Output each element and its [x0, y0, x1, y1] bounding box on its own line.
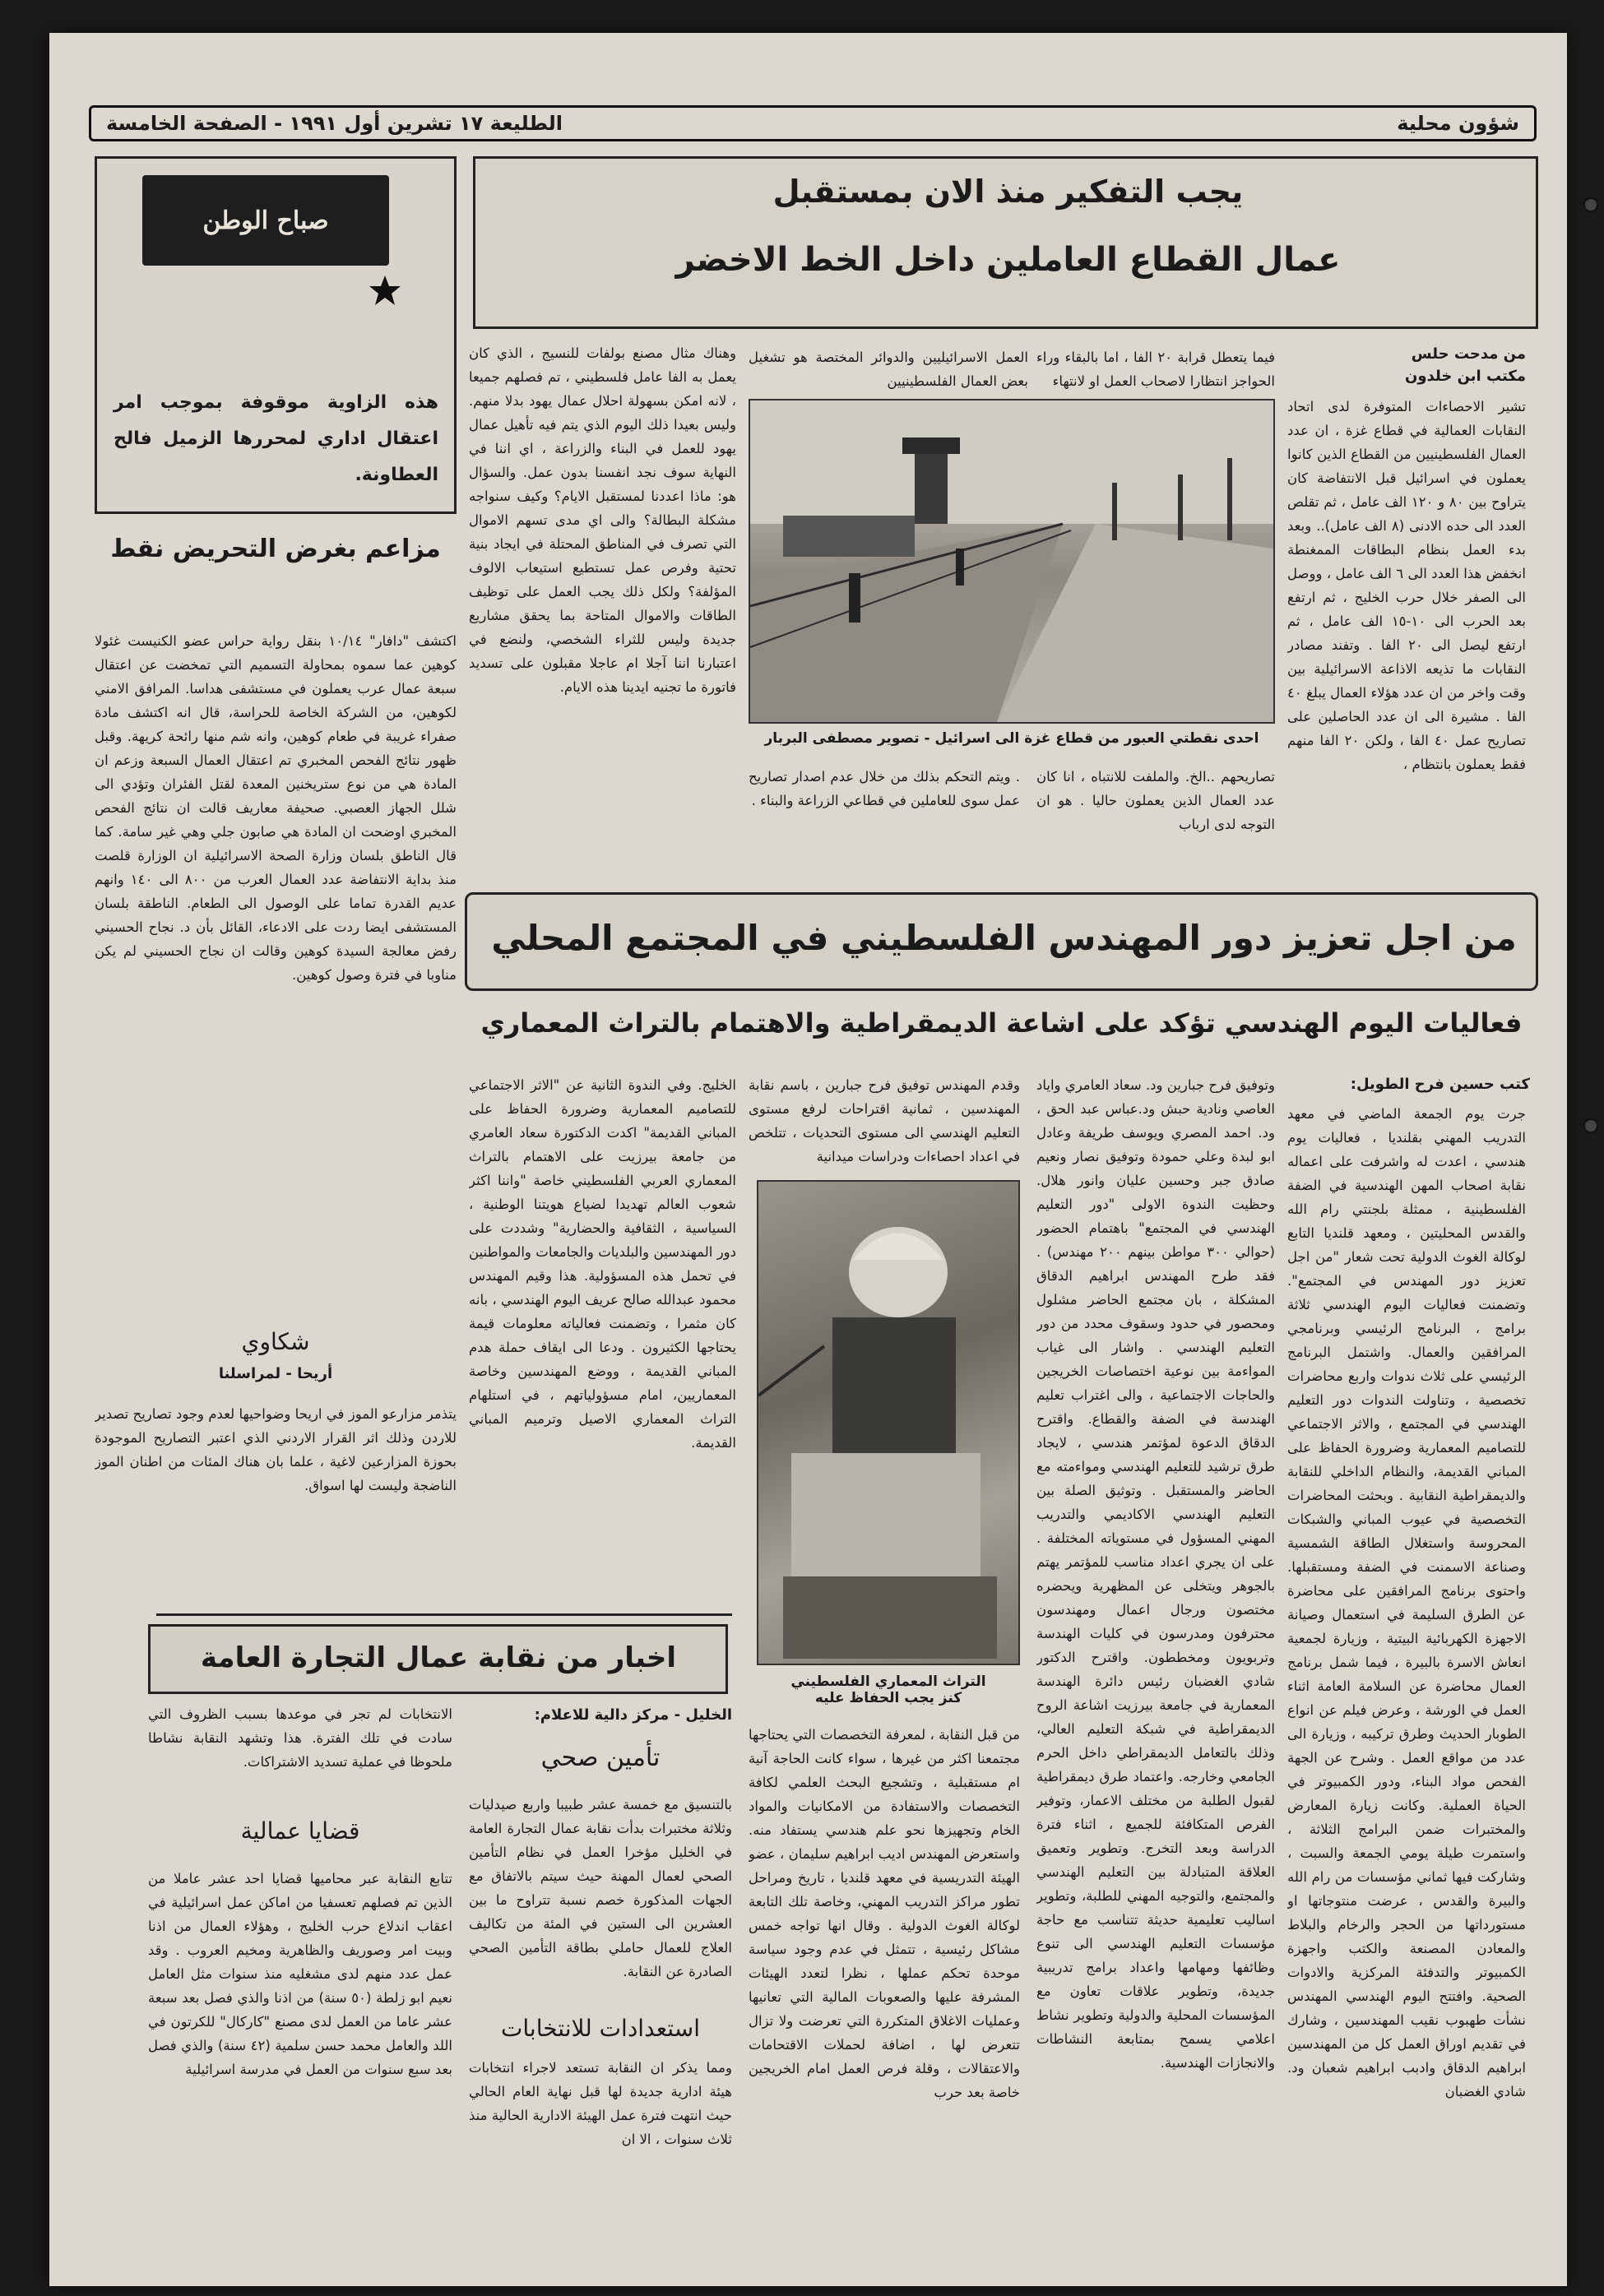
photo-illustration: [750, 400, 1273, 722]
trade-story3-body: تتابع النقابة عبر محاميها قضايا احد عشر عاملا من الذين تم فصلهم تعسفيا من اماكن عمل اسرائيلية في اعقاب اندلاع حرب الخليج ، وهؤلاء العمال من اذنا وبيت امر وصوريف والظاهرية ومخيم العروب . وقد عمل عدد منهم لدى مشغليه منذ سنوات مثل العامل نعيم ابو زلطة (٥٠ سنة) من اذنا والذي فصل بعد سبعة عشر عاما من العمل لدى مصنع "كاركال" للكرتون في اللد والعامل محمد حسن سلمية (٤٢ سنة) والذي فصل بعد سبع سنوات من العمل في مدرسة اسرائيلية: [148, 1871, 452, 2077]
newspaper-page: [49, 33, 1567, 2286]
main-story-col-4: وهناك مثال مصنع بولفات للنسيج ، الذي كان يعمل به الفا عامل فلسطيني ، تم فصلهم جميعا ، لانه امكن بسهولة احلال عمال يهود بدلا منهم. وليس بعيدا ذلك اليوم الذي يتم فيه تأهيل عمال يهود للعمل في البناء والزراعة ، اي اننا في النهاية سوف نجد انفسنا بدون عمل. والسؤال هو: ماذا اعددنا لمستقبل الايام؟ وكيف سنواجه مشكلة البطالة؟ والى اي مدى تسهم الاموال التي تصرف في المناطق المحتلة في ايجاد بنية تحتية وفرص عمل تستطيع استيعاب الالوف المؤلفة؟ ولكل ذلك يجب العمل على توظيف الطاقات والاموال المتاحة بما يحقق مشاريع جديدة وليس للثراء الشخصي، ولنضع في اعتبارنا اننا آجلا ام عاجلا مقبلون على تسديد فاتورة ما تجنيه ايدينا هذه الايام.: [469, 345, 736, 695]
byline-name: من مدحت حلس: [1411, 345, 1526, 363]
main-headline: عمال القطاع العاملين داخل الخط الاخضر: [675, 241, 1341, 279]
main-story-col-2-bottom: تصاريحهم ..الخ. والملفت للانتباه ، انا كان عدد العمال الذين يعملون حاليا . هو ان التوجه لدى ارباب: [1036, 769, 1275, 832]
column-box: [95, 156, 457, 514]
column-notice: هذه الزاوية موقوفة بموجب امر اعتقال اداري لمحررها الزميل فالح العطاونة.: [114, 392, 438, 485]
photo-illustration: [758, 1182, 1018, 1664]
engineer-col-3-bottom: من قبل النقابة ، لمعرفة التخصصات التي يحتاجها مجتمعنا اكثر من غيرها ، سواء كانت الحاجة آنية ام مستقبلية ، وتشجيع البحث العلمي لكافة التخصصات والاستفادة من الامكانيات والمواد الخام وتجهيزها نحو علم هندسي يستفاد منه. واستعرض المهندس اديب ابراهيم سليمان ، عضو الهيئة التدريسية في معهد قلنديا ، تاريخ ومراحل تطور مراكز التدريب المهني، وخاصة تلك التابعة لوكالة الغوث الدولية . وقال انها تواجه خمس مشاكل رئيسية ، تتمثل في عدم وجود سياسة موحدة تحكم عملها ، نظرا لتعدد الهيئات المشرفة عليها والصعوبات المالية التي تعانيها وعمليات الاغلاق المتكررة التي تعرضت ولا تزال تتعرض لها ، اضافة لحملات الاقتحامات والاعتقالات ، وقلة فرص العمل امام الخريجين خاصة بعد حرب: [749, 1727, 1020, 2100]
photo-caption: احدى نقطتي العبور من قطاع غزة الى اسرائيل - تصوير مصطفى البربار: [764, 730, 1259, 747]
caption-line-1: التراث المعماري الفلسطيني: [790, 1673, 986, 1690]
engineer-col-1: جرت يوم الجمعة الماضي في معهد التدريب المهني بقلنديا ، فعاليات يوم هندسي ، اعدت له واشرفت على اعماله نقابة اصحاب المهن الهندسية في الضفة الفلسطينية ، ممثلة بلجنتي رام الله والقدس المحليتين ، ومعهد قلنديا التابع لوكالة الغوث الدولية تحت شعار "من اجل تعزيز دور المهندس في المجتمع". وتضمنت فعاليات اليوم الهندسي ثلاثة برامج ، البرنامج الرئيسي وبرنامجي المرافقين والعمال. واشتمل البرنامج الرئيسي على ثلاث ندوات واربع محاضرات تخصصية ، وتناولت الندوات دور التعليم الهندسي في المجتمع ، والاثر الاجتماعي للتصاميم المعمارية وضرورة الحفاظ على المباني القديمة، والنظام الداخلي للنقابة والديمقراطية النقابية . وبحثت المحاضرات التخصصية في عيوب المباني والشبكات المحروسة واستغلال الطاقة الشمسية وصناعة الاسمنت في الضفة ومستقبلها. واحتوى برنامج المرافقين على محاضرة عن الطرق السليمة في استعمال وصيانة الاجهزة الكهربائية البيتية ، وزيارة لجمعية انعاش الاسرة بالبيرة ، فيما شمل برنامج العمال محاضرة عن السلامة العامة اثناء العمل في الورشة ، وعرض فيلم عن انواع الطوبار الحديث وطرق تركيبه ، وزيارة الى عدد من مواقع العمل . وشرح عن الجهة الفحص مواد البناء، ودور الكمبيوتر في الحياة العملية. وكانت زيارة المعارض والمختبرات ضمن البرامج الثلاثة ، واستمرت طيلة يومي الجمعة والسبت ، وشاركت فيها ثماني مؤسسات من رام الله والبيرة والقدس ، عرضت منتوجاتها او مستورداتها من الحجر والرخام والبلاط والمعادن المصنعة والكتب واجهزة الكمبيوتر والتدفئة المركزية والادوات الصحية. وافتتح اليوم الهندسي المهندس نشأت طهبوب نقيب المهندسين ، وشارك في تقديم اوراق العمل كل من المهندسين ابراهيم الدقاق وادبب ابراهيم شعبان ود. شادي الغضبان: [1287, 1106, 1526, 2099]
main-story-col-2: فيما يتعطل قرابة ٢٠ الفا ، اما بالبقاء وراء الحواجز انتظارا لاصحاب العمل او لانتهاء: [1036, 349, 1275, 389]
main-story-col-3-bottom: . ويتم التحكم بذلك من خلال عدم اصدار تصاريح عمل سوى للعاملين في قطاعي الزراعة والبناء .: [749, 769, 1020, 808]
sidebar-story2-dateline: أريحا - لمراسلنا: [218, 1365, 333, 1382]
border-crossing-photo: [749, 399, 1275, 724]
engineer-col-2: وتوفيق فرح جبارين ود. سعاد العامري واياد العاصي ونادية حبش ود.عباس عبد الحق ، ود. احمد المصري ويوسف طريفة وعادل ابو لبدة وعلي حمودة وتوفيق نصار ونعيم صادق جبر وحسين عليان وانور هلال. وحظيت الندوة الاولى "دور التعليم الهندسي في المجتمع" باهتمام الحضور (حوالي ٣٠٠ مواطن بينهم ٢٠٠ مهندس) . فقد طرح المهندس ابراهيم الدقاق المشكلة ، بان مجتمع الحاضر مشلول ومحصور في حدود وسقوف محدد من دور التعليم الهندسي . واشار الى غياب المواءمة بين نوعية اختصاصات الخريجين والحاجات الاجتماعية ، والى اغتراب تعليم الهندسة في الضفة والقطاع. واقترح الدقاق الدعوة لمؤتمر هندسي ، لايجاد طرق ترشيد للتعليم الهندسي ومواءمته مع الحاضر والمستقبل . وتوثيق الصلة بين التعليم الهندسي الاكاديمي والتدريب المهني المسؤول في مستوياته المختلفة . على ان يجري اعداد مناسب للمؤتمر يهتم بالجوهر ويتخلى عن المظهرية ويحضره مختصون ورجال اعمال ومهندسون محترفون ومدرسون في كليات الهندسة وتربويون ومخططون. واقترح الدكتور شادي الغضبان رئيس دائرة الهندسة المعمارية في جامعة بيرزيت اشاعة الروح الديمقراطية في شبكة التعليم العالي، وذلك بالتعامل الديمقراطي داخل الحرم الجامعي وخارجه. واعتماد طرق ديمقراطية لقبول الطلبة من مختلف الاعمار، وتوفير الفرص المتكافئة للجميع ، اثناء فترة الدراسة وبعد التخرج. وتطوير وتعميق العلاقة المتبادلة بين التعليم الهندسي والمجتمع، والتوجيه المهني للطلبة، وتطوير اساليب تعليمية حديثة تتناسب مع حاجة مؤسسات التعليم الهندسي الى تنوع وظائفها ومهامها واعداد برامج تدريبية جديدة، وتطوير علاقات تعاون مع المؤسسات المحلية والدولية وتطوير نشاط اعلامي يسمح بمتابعة النشاطات والانجازات الهندسية.: [1036, 1077, 1275, 2071]
sidebar-story1-body: اكتشف "دافار" ١٠/١٤ بنقل رواية حراس عضو الكنيست غئولا كوهين عما سموه بمحاولة التسميم التي تمخضت عن اعتقال سبعة عمال عرب يعملون في مستشفى هداسا. المرافق الامني لكوهين، من الشركة الخاصة للحراسة، قال انه اكتشف مادة صفراء غريبة في طعام كوهين، وانه شم منها رائحة كريهة. وقبل ظهور نتائج الفحص المخبري تم اعتقال العمال السبعة وزعم ان المادة هي من نوع ستريخنين المعدة لقتل الفئران وتؤدي الى شلل الجهاز العصبي. صحيفة معاريف قالت ان نتائج الفحص المخبري اوضحت ان المادة هي صابون جلي وهي غير سامة. كما قال الناطق بلسان وزارة الصحة الاسرائيلية ان الوزارة قلصت منذ بداية الانتفاضة عدد العمال العرب من ٨٠٠ الى ١٤٠ وانهم عديم القدرة تماما على الوصول الى الطعام. الناطقة بلسان المستشفى ايضا ردت على الادعاء، القائل بأن د. نجاح الحسيني رفض معالجة السيدة كوهين وقالت ان نجاح الحسيني لم يكن مناوبا في فترة وصول كوهين.: [95, 633, 457, 983]
section-divider: [156, 1613, 732, 1616]
main-story-col-1: تشير الاحصاءات المتوفرة لدى اتحاد النقابات العمالية في قطاع غزة ، ان عدد العمال الفلسطينيين من القطاع الذين كانوا يعملون في اسرائيل قبل الانتفاضة كان يتراوح بين ٨٠ و ١٢٠ الف عامل ، ثم تقلص العدد الى حده الادنى (٨ الف عامل).. وبعد بدء العمل بنظام البطاقات الممغنطة انخفض هذا العدد الى ٦ الف عامل ، ووصل الى الصفر خلال حرب الخليج ، ثم ارتفع بعد الحرب الى ١٠-١٥ الف عامل ، ثم ارتفع ليصل الى ٢٠ الفا . وتفند مصادر النقابات ما تذيعه الاذاعة الاسرائيلية بين وقت واخر من ان عدد هؤلاء العمال يبلغ ٤٠ الفا . مشيرة الى ان عدد الحاصلين على تصاريح عمل ٤٠ الفا ، ولكن ٢٠ الفا منهم فقط يعملون بانتظام ،: [1287, 399, 1526, 772]
trade-union-dateline: الخليل - مركز دالية للاعلام:: [534, 1706, 732, 1724]
column-logo: [142, 175, 389, 266]
sidebar-story2-headline: شكاوي: [241, 1328, 310, 1355]
byline-office: مكتب ابن خلدون: [1405, 368, 1526, 385]
binder-hole: [1583, 197, 1598, 212]
engineer-col-3-top: وقدم المهندس توفيق فرح جبارين ، باسم نقابة المهندسين ، ثمانية اقتراحات لرفع مستوى التعليم الهندسي الى مستوى التحديات ، تتلخص في اعداد احصاءات ودراسات ميدانية: [749, 1077, 1020, 1164]
trade-union-banner-box: [148, 1624, 728, 1694]
heritage-photo: [757, 1180, 1020, 1665]
sidebar-story2-body: يتذمر مزارعو الموز في اريحا وضواحيها لعدم وجود تصاريح تصدير للاردن وذلك اثر القرار الاردني الذي اعتبر التصاريح الموجودة بحوزة المزارعين لاغية ، علما بان هناك المئات من اطنان الموز الناضجة وليست لها اسواق.: [95, 1406, 457, 1493]
main-headline-box: [473, 156, 1538, 329]
engineer-subhead: فعاليات اليوم الهندسي تؤكد على اشاعة الديمقراطية والاهتمام بالتراث المعماري: [480, 1007, 1523, 1039]
heritage-photo-caption: [757, 1673, 1020, 1706]
engineer-banner-box: [465, 892, 1538, 991]
edition-line: الطليعة ١٧ تشرين أول ١٩٩١ - الصفحة الخامسة: [106, 112, 563, 135]
trade-story2-headline: استعدادات للانتخابات: [501, 2015, 700, 2042]
page-header: [89, 105, 1537, 141]
caption-line-2: كنز يجب الحفاظ عليه: [814, 1690, 962, 1706]
trade-story3-headline: قضايا عمالية: [240, 1817, 360, 1845]
trade-story2-continuation: الانتخابات لم تجر في موعدها بسبب الظروف التي سادت في تلك الفترة. هذا وتشهد النقابة نشاطا ملحوظا في عملية تسديد الاشتراكات.: [148, 1706, 452, 1770]
sidebar-story1-headline: مزاعم بغرض التحريض نقط: [110, 535, 441, 563]
main-story-col-3: العمل الاسرائيليين والدوائر المختصة هو تشغيل بعض العمال الفلسطينيين: [749, 349, 1028, 389]
trade-union-banner: اخبار من نقابة عمال التجارة العامة: [200, 1641, 677, 1674]
engineer-byline: كتب حسين فرح الطويل:: [1350, 1076, 1530, 1093]
main-kicker: يجب التفكير منذ الان بمستقبل: [772, 174, 1244, 210]
engineer-banner: من اجل تعزيز دور المهندس الفلسطيني في المجتمع المحلي: [491, 918, 1517, 958]
trade-story1-headline: تأمين صحي: [540, 1743, 661, 1772]
column-title: صباح الوطن: [202, 206, 329, 235]
trade-story2-body: ومما يذكر ان النقابة تستعد لاجراء انتخابات هيئة ادارية جديدة لها قبل نهاية العام الحالي حيث انتهت فترة عمل الهيئة الادارية الحالية منذ ثلاث سنوات ، الا ان: [469, 2060, 732, 2147]
trade-story1-body: بالتنسيق مع خمسة عشر طبيبا واربع صيدليات وثلاثة مختبرات بدأت نقابة عمال التجارة العامة في الخليل مؤخرا العمل في نظام التأمين الصحي لعمال المهنة حيث سيتم بالاتفاق مع الجهات المذكورة خصم نسبة تتراوح ما بين العشرين الى الستين في المئة من تكاليف العلاج للعمال حاملي بطاقة التأمين الصحي الصادرة عن النقابة.: [469, 1797, 732, 1979]
star-icon: [369, 274, 401, 307]
main-byline: [1320, 345, 1526, 385]
binder-hole: [1583, 1118, 1598, 1133]
section-name: شؤون محلية: [1397, 112, 1519, 135]
engineer-col-4: الخليج. وفي الندوة الثانية عن "الاثر الاجتماعي للتصاميم المعمارية وضرورة الحفاظ على المباني القديمة" اكدت الدكتورة سعاد العامري من جامعة بيرزيت على الاهتمام بالتراث المعماري العربي الفلسطيني خاصة "واننا اكثر شعوب العالم تهديدا لضياع هويتنا الوطنية ، السياسية ، الثقافية والحضارية" وشددت على دور المهندسين والبلديات والجامعات والمواطنين في تحمل هذه المسؤولية. هذا وقيم المهندس محمود عبدالله صالح عريف اليوم الهندسي ، بانه كان مثمرا ، وتضمنت فعالياته معلومات قيمة يحتاجها الكثيرون . ودعا الى ايقاف حملة هدم المباني القديمة ، ووضع المهندسين وخاصة المعماريين، امام مسؤولياتهم ، في استلهام التراث المعماري الاصيل وترميم المباني القديمة.: [469, 1077, 736, 1451]
